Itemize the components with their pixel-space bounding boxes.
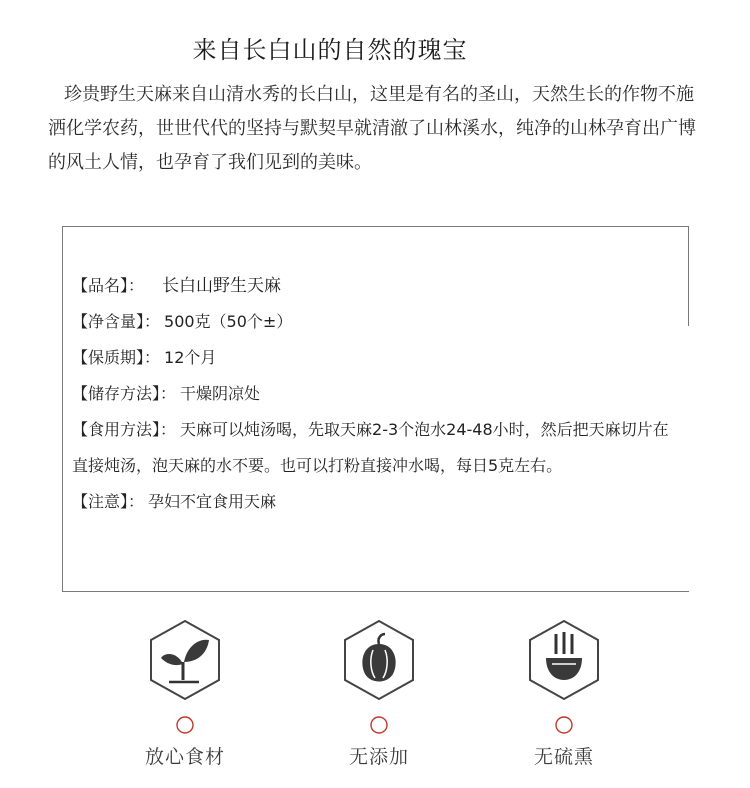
feature-item-no-sulfur <box>489 618 639 769</box>
storage-label: 【储存方法】： <box>72 384 177 403</box>
feature-item-no-additive <box>304 618 454 769</box>
note-value: 孕妇不宜食用天麻 <box>148 492 277 511</box>
box-border-bottom <box>62 591 689 592</box>
intro-paragraph: 珍贵野生天麻来自山清水秀的长白山，这里是有名的圣山，天然生长的作物不施洒化学农药，世世代代的坚持与默契早就清澈了山林溪水，纯净的山林孕育出广博的风土人情，也孕育了我们见到的美味。 <box>48 84 696 173</box>
net-label: 【净含量】： <box>72 312 161 331</box>
page-title: 来自长白山的自然的瑰宝 <box>192 36 468 64</box>
info-row-net <box>72 304 672 340</box>
shelf-value: 12个月 <box>164 348 217 367</box>
storage-value: 干燥阴凉处 <box>180 384 261 403</box>
leaf-icon <box>147 618 223 702</box>
usage-value: 天麻可以炖汤喝，先取天麻2-3个泡水24-48小时，然后把天麻切片在直接炖汤，泡天麻的水不要。也可以打粉直接冲水喝，每日5克左右。 <box>72 420 669 475</box>
feature-strip <box>0 618 750 788</box>
shelf-label: 【保质期】： <box>72 348 161 367</box>
info-row-storage <box>72 376 672 412</box>
product-info-box <box>62 226 689 592</box>
pepper-icon <box>341 618 417 702</box>
net-value: 500克（50个±） <box>164 312 293 331</box>
feature-label-no-additive: 无添加 <box>348 746 409 768</box>
box-border-top <box>62 226 689 227</box>
info-row-usage <box>72 412 672 484</box>
box-border-right <box>688 226 689 326</box>
box-border-left <box>62 226 63 592</box>
name-value: 长白山野生天麻 <box>162 276 282 296</box>
number-badge-2 <box>370 716 388 734</box>
feature-label-fresh: 放心食材 <box>144 746 225 768</box>
number-badge-3 <box>555 716 573 734</box>
info-rows <box>72 268 672 520</box>
usage-label: 【食用方法】： <box>72 420 177 439</box>
info-row-note <box>72 484 672 520</box>
feature-label-no-sulfur: 无硫熏 <box>533 746 594 768</box>
note-label: 【注意】： <box>72 492 145 511</box>
name-label: 【品名】： <box>72 276 145 295</box>
steam-bowl-icon <box>526 618 602 702</box>
info-row-shelf <box>72 340 672 376</box>
feature-item-fresh <box>110 618 260 769</box>
info-row-name <box>72 268 672 304</box>
number-badge-1 <box>176 716 194 734</box>
